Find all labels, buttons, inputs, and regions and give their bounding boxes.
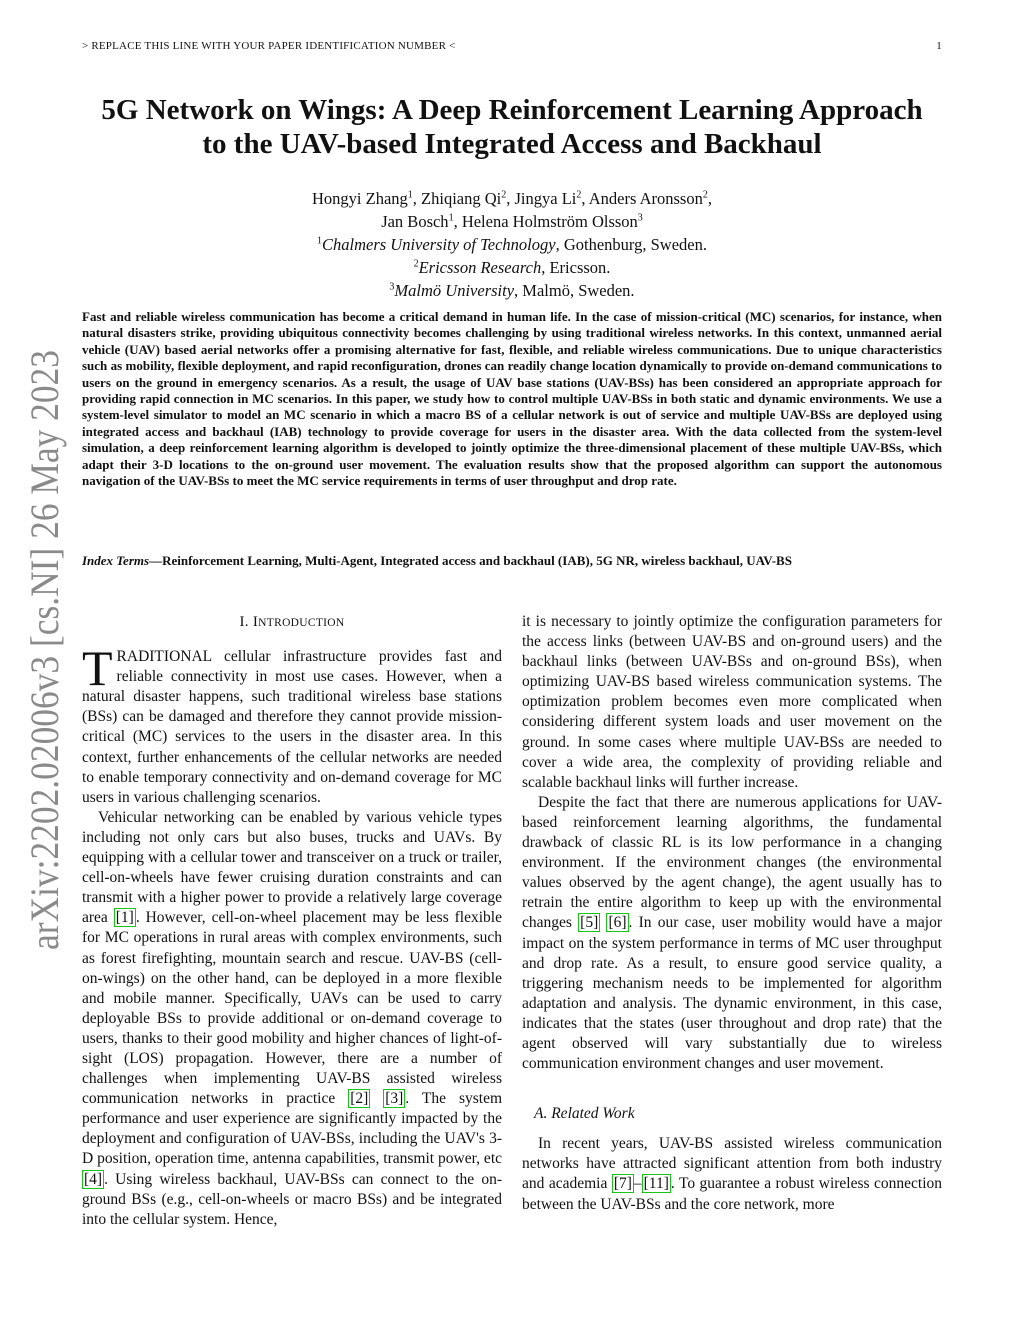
title-line-2: to the UAV-based Integrated Access and Backhaul: [202, 128, 822, 160]
affiliation-name: Ericsson Research: [418, 258, 542, 277]
affiliation: $^1$Chalmers University of Technology, Gothenburg, Sweden.: [317, 235, 707, 254]
arxiv-id: arXiv:2202.02006v3 [cs.NI] 26 May 2023: [22, 350, 67, 950]
author-sup: 2: [501, 189, 507, 201]
author-name: Jingya Li: [514, 189, 577, 208]
abstract: Fast and reliable wireless communication has become a critical demand in human life. In the case of mission-critical (MC) scenarios, for instance, when natural disasters strike, providing ubiquitous connectivity becomes challenging by using traditional wireless networks. In this context, unmanned aerial vehicle (UAV) based aerial networks offer a promising alternative for fast, flexible, and reliable wireless communications. Due to unique characteristics such as mobility, flexible deployment, and rapid reconfiguration, drones can readily change location dynamically to provide on-demand communications to users on the ground in emergency scenarios. As a result, the usage of UAV base stations (UAV-BSs) has been considered an appropriate approach for providing rapid connection in MC scenarios. In this paper, we study how to control multiple UAV-BSs in both static and dynamic environments. We use a system-level simulator to model an MC scenario in which a macro BS of a cellular network is out of service and multiple UAV-BSs are deployed using integrated access and backhaul (IAB) technology to provide coverage for users in the disaster area. With the data collected from the system-level simulation, a deep reinforcement learning algorithm is developed to jointly optimize the three-dimensional placement of these multiple UAV-BSs, which adapt their 3-D locations to the on-ground user movement. The evaluation results show that the proposed algorithm can support the autonomous navigation of the UAV-BSs to meet the MC service requirements in terms of user throughput and drop rate.: [82, 309, 942, 489]
author-sup: 1: [448, 212, 454, 224]
author-sup: 2: [576, 189, 582, 201]
author-name: Hongyi Zhang: [312, 189, 408, 208]
author-name: Anders Aronsson: [588, 189, 703, 208]
affiliation-name: Chalmers University of Technology: [322, 235, 556, 254]
paragraph: it is necessary to jointly optimize the configuration parameters for the access links (between UAV-BS and on-ground users) and the backhaul links (between UAV-BSs and on-ground BSs), when optimizing UAV-BS based wireless communication systems. The optimization problem becomes even more complicated when considering different system loads and user movement on the ground. In some cases where multiple UAV-BSs are needed to cover a wide area, the complexity of providing reliable and scalable backhaul links will further increase.: [522, 613, 942, 791]
author-block: [120, 187, 904, 302]
index-terms-label: Index Terms: [82, 553, 150, 568]
citation-link[interactable]: [1]: [115, 909, 134, 927]
section-heading: I. INTRODUCTION: [239, 614, 345, 630]
citation-link[interactable]: [7]: [613, 1175, 632, 1193]
paper-title: [60, 93, 964, 161]
running-header: [82, 40, 942, 52]
paragraph: Vehicular networking can be enabled by various vehicle types including not only cars but also buses, trucks and UAVs. By equipping with a cellular tower and transceiver on a truck or trailer, cell-on-wheels have fewer cruising duration constraints and can transmit with a higher power to provide a relatively large coverage area [1] . However, cell-on-wheel placement may be less flexible for MC operations in rural areas with complex environments, such as forest firefighting, mountain search and rescue. UAV-BS (cell-on-wings) on the other hand, can be deployed in a more flexible and mobile manner. Specifically, UAVs can be used to carry deployable BSs to provide additional or on-demand coverage to users, thanks to their good mobility and higher chances of light-of-sight (LOS) propagation. However, there are a number of challenges when implementing UAV-BS assisted wireless communication networks in practice [2] [3] . The system performance and user experience are significantly impacted by the deployment and configuration of UAV-BSs, including the UAV's 3-D position, operation time, antenna capabilities, transmit power, etc [4] . Using wireless backhaul, UAV-BSs can connect to the on-ground BSs (e.g., cell-on-wheels or macro BSs) and be integrated into the cellular system. Hence,: [82, 808, 503, 1228]
citation-link[interactable]: [4]: [84, 1170, 103, 1188]
index-terms: [82, 553, 942, 569]
drop-cap: T: [82, 640, 113, 697]
paragraph: Despite the fact that there are numerous applications for UAV-based reinforcement learning algorithms, the fundamental drawback of classic RL is its low performance in a changing environment. If the environment changes (the environmental values observed by the agent change), the agent usually has to retrain the entire algorithm to keep up with the environmental changes [5] [6] . In our case, user mobility would have a major impact on the system performance in terms of MC user throughput and drop rate. As a result, to ensure good service quality, a triggering mechanism needs to be implemented for algorithm adaptation and analysis. The dynamic environment, in this case, indicates that the states (user throughout and drop rate) that the agent observed will vary substantially due to wireless communication environment changes and user movement.: [522, 793, 942, 1073]
author-sup: 3: [637, 212, 643, 224]
author-line-2: Jan Bosch$^1$, Helena Holmström Olsson$^3$: [381, 212, 643, 231]
author-sup: 1: [407, 189, 413, 201]
author-sup: 2: [702, 189, 708, 201]
left-column: [82, 612, 502, 1230]
author-name: Zhiqiang Qi: [421, 189, 502, 208]
citation-link[interactable]: [5]: [580, 914, 599, 932]
title-line-1: 5G Network on Wings: A Deep Reinforcement Learning Approach: [101, 94, 923, 126]
page-number: 1: [936, 40, 942, 52]
paragraph: In recent years, UAV-BS assisted wireless communication networks have attracted significant attention from both industry and academia [7] – [11] . To guarantee a robust wireless connection between the UAV-BSs and the core network, more: [522, 1135, 943, 1213]
paragraph: TRADITIONAL cellular infrastructure provides fast and reliable connectivity in most use cases. However, when a natural disaster happens, such traditional wireless base stations (BSs) can be damaged and therefore they cannot provide mission-critical (MC) services to the users in the disaster area. In this context, further enhancements of the cellular networks are needed to enable temporary connectivity and on-demand coverage for MC users in various challenging scenarios.: [82, 640, 502, 806]
affiliation: $^2$Ericsson Research, Ericsson.: [413, 258, 611, 277]
citation-link[interactable]: [6]: [608, 914, 627, 932]
affiliation-name: Malmö University: [394, 281, 515, 300]
citation-link[interactable]: [11]: [643, 1175, 669, 1193]
arxiv-watermark: [0, 350, 90, 950]
citation-link[interactable]: [2]: [350, 1090, 369, 1108]
subsection-heading: A. Related Work: [534, 1105, 635, 1123]
citation-link[interactable]: [3]: [385, 1090, 404, 1108]
author-line-1: Hongyi Zhang$^1$, Zhiqiang Qi$^2$, Jingya Li$^2$, Anders Aronsson$^2$,: [312, 189, 712, 208]
index-terms-text: —Reinforcement Learning, Multi-Agent, Integrated access and backhaul (IAB), 5G NR, wireless backhaul, UAV-BS: [149, 553, 792, 568]
author-name: Helena Holmström Olsson: [461, 212, 638, 231]
author-name: Jan Bosch: [381, 212, 449, 231]
header-paper-id: > REPLACE THIS LINE WITH YOUR PAPER IDENTIFICATION NUMBER <: [82, 40, 456, 52]
affiliation: $^3$Malmö University, Malmö, Sweden.: [389, 281, 635, 300]
right-column: [522, 612, 942, 1215]
